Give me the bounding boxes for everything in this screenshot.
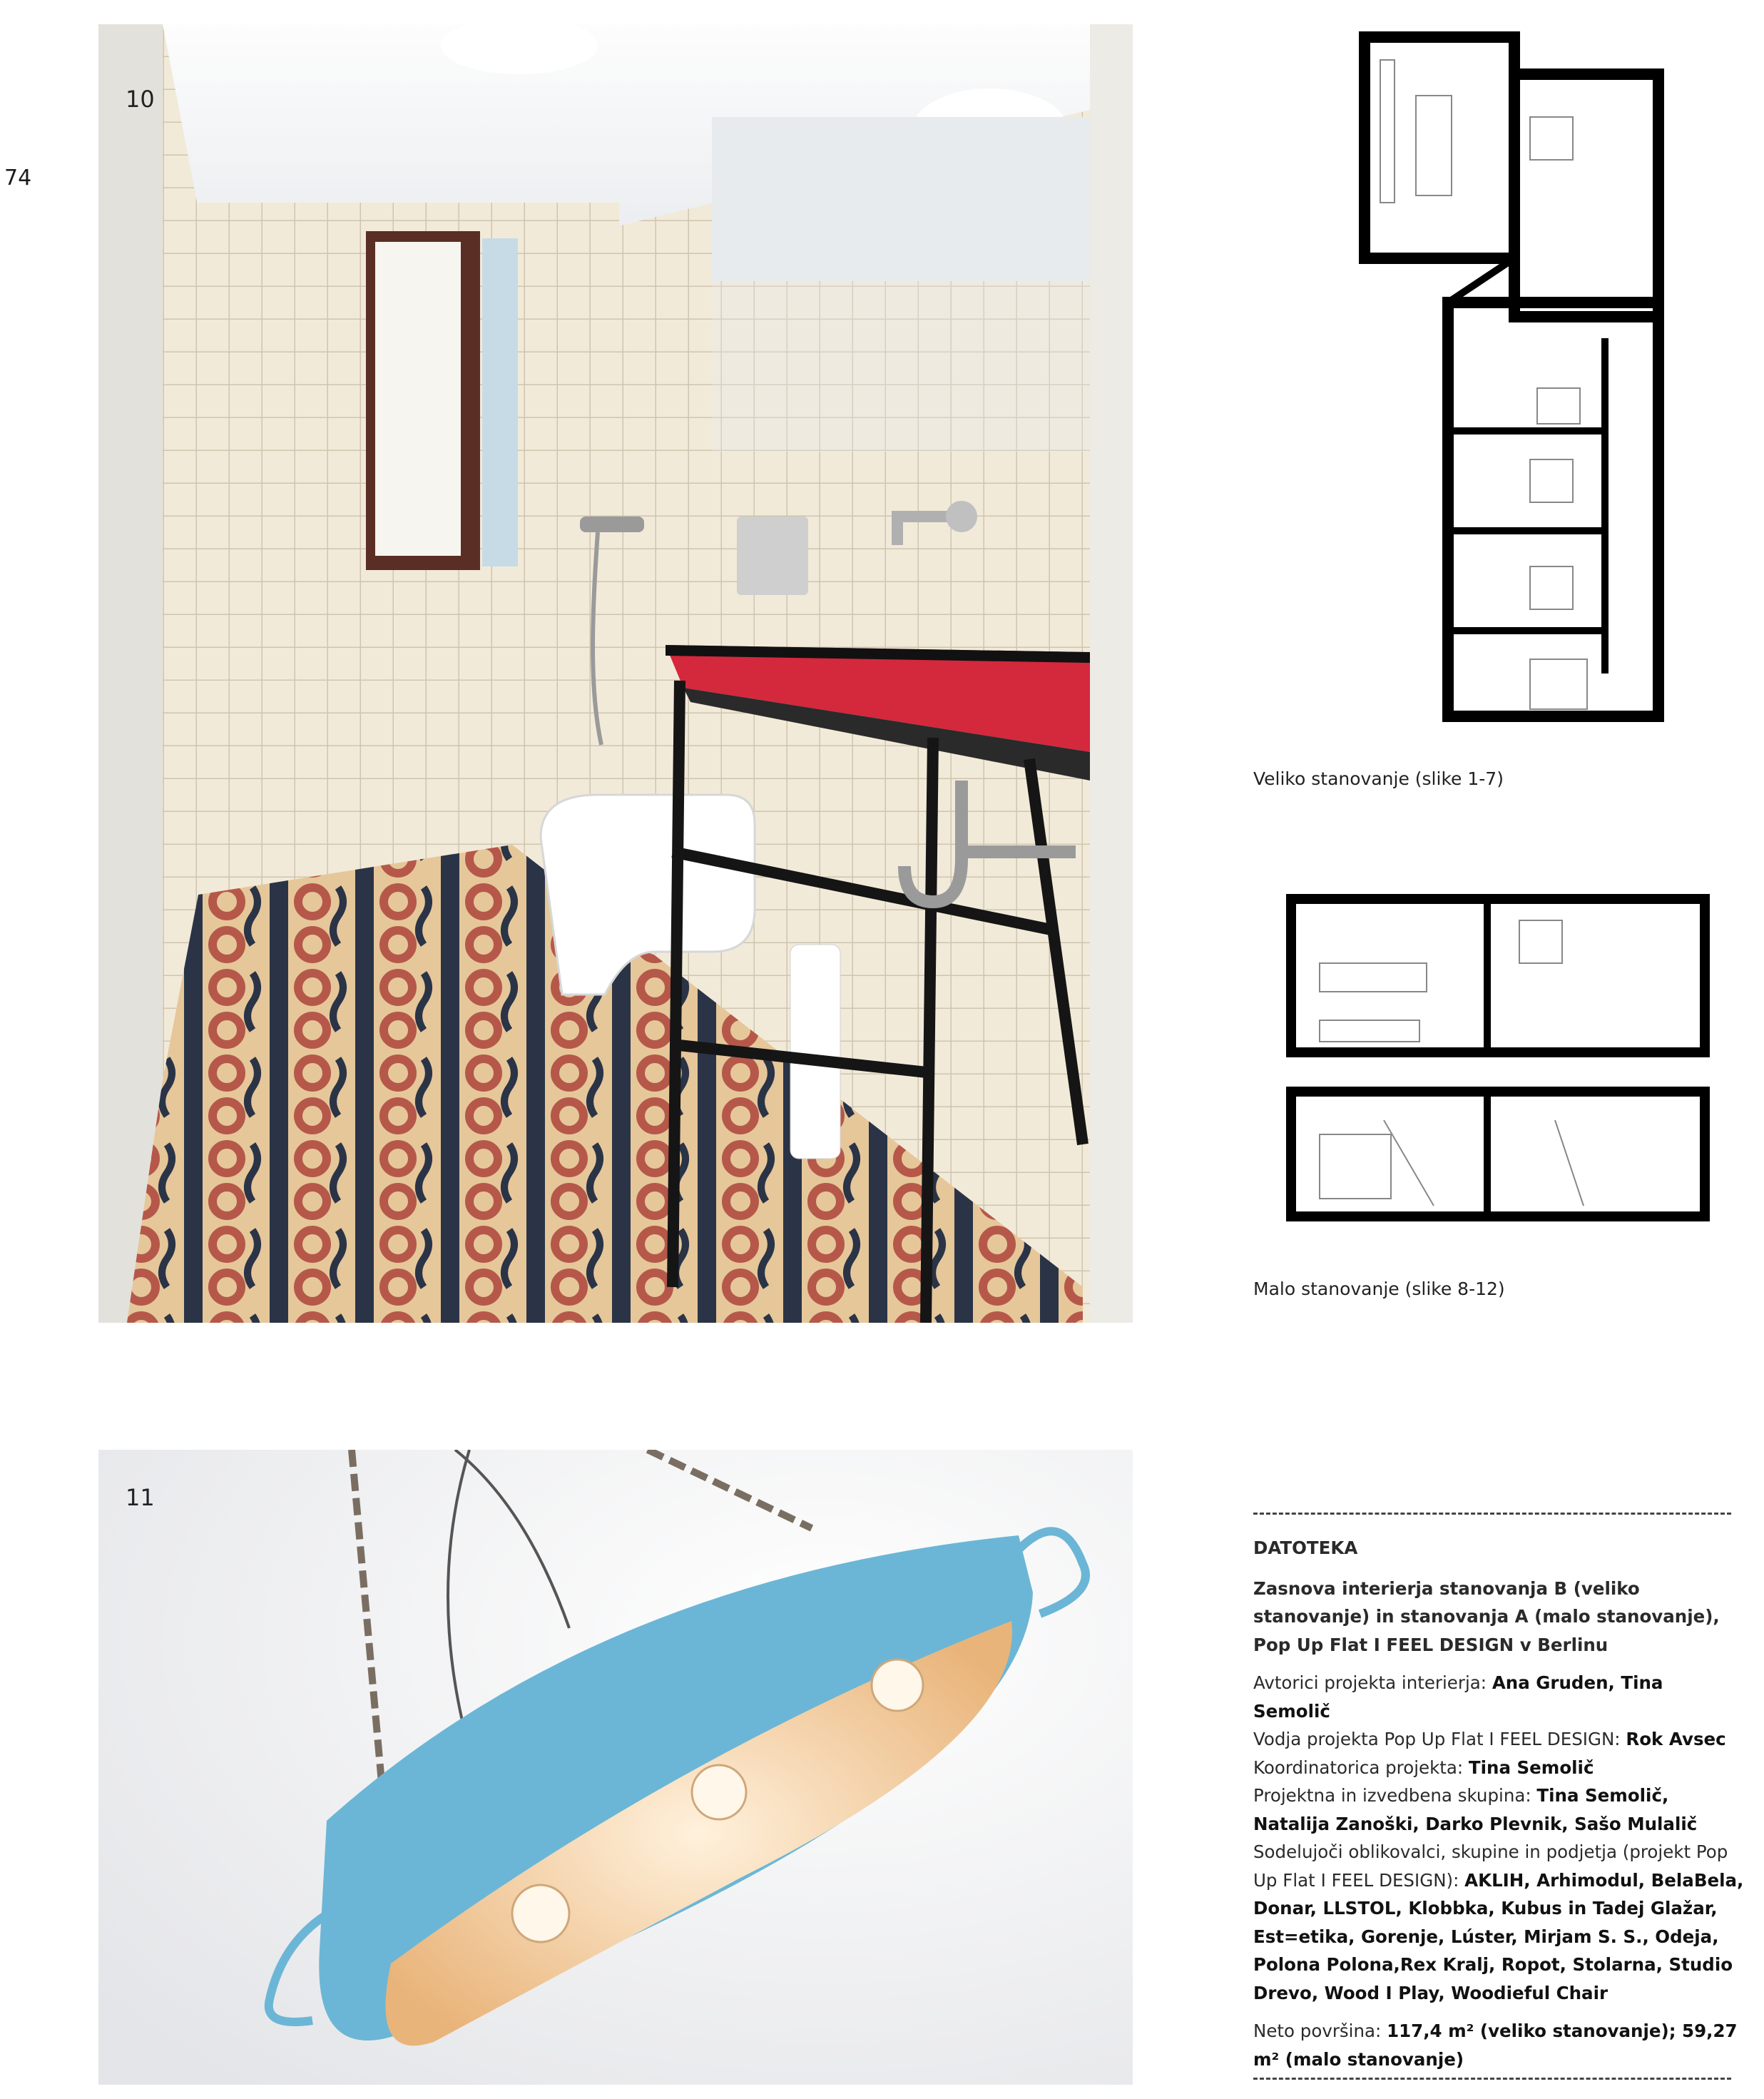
coordinator-label: Koordinatorica projekta: [1253,1757,1469,1778]
datasheet-heading: DATOTEKA [1253,1538,1358,1558]
floor-plan-large-drawing [1359,31,1666,731]
photo-lamp [98,1450,1133,2085]
caption-large-apartment: Veliko stanovanje (slike 1-7) [1253,768,1504,789]
divider-top [1253,1513,1731,1515]
lead-value: Rok Avsec [1626,1729,1726,1749]
datasheet-lead [1253,1725,1745,1754]
authors-value: Ana Gruden, Tina Semolič [1253,1672,1663,1722]
page-number: 74 [4,166,32,190]
authors-label: Avtorici projekta interierja: [1253,1672,1492,1693]
photo-bathroom [98,24,1133,1323]
datasheet-coordinator [1253,1754,1745,1782]
team-value: Tina Semolič, Natalija Zanoški, Darko Plevnik, Sašo Mulalič [1253,1785,1698,1834]
collaborators-value: AKLIH, Arhimodul, BelaBela, Donar, LLSTOL, Klobbka, Kubus in Tadej Glažar, Est=etika, Gorenje, Lúster, Mirjam S. S., Odeja, Polona Polona,Rex Kralj, Ropot, Stolarna, Studio Drevo, Wood I Play, Woodieful Chair [1253,1869,1744,2003]
datasheet-area [1253,2017,1745,2073]
photo-number: 10 [126,86,155,113]
datasheet [1253,1534,1745,2073]
datasheet-collaborators [1253,1838,1745,2007]
photo-number: 11 [126,1484,155,1511]
caption-small-apartment: Malo stanovanje (slike 8-12) [1253,1279,1505,1299]
divider-bottom [1253,2078,1731,2080]
datasheet-team [1253,1782,1745,1838]
floor-plan-small [1284,892,1733,1227]
floor-plan-large [1359,31,1666,731]
area-label: Neto površina: [1253,2021,1387,2041]
floor-plan-small-drawing [1284,892,1733,1227]
bathroom-illustration [98,24,1133,1323]
collaborators-label: Sodelujoči oblikovalci, skupine in podjetja (projekt Pop Up Flat I FEEL DESIGN): [1253,1841,1728,1891]
datasheet-title: Zasnova interierja stanovanja B (veliko stanovanje) in stanovanja A (malo stanovanje), Pop Up Flat I FEEL DESIGN v Berlinu [1253,1577,1720,1655]
team-label: Projektna in izvedbena skupina: [1253,1785,1537,1806]
coordinator-value: Tina Semolič [1468,1757,1594,1778]
area-value: 117,4 m² (veliko stanovanje); 59,27 m² (malo stanovanje) [1253,2021,1738,2070]
datasheet-authors [1253,1669,1745,1725]
lamp-illustration [98,1450,1133,2085]
lead-label: Vodja projekta Pop Up Flat I FEEL DESIGN: [1253,1729,1626,1749]
